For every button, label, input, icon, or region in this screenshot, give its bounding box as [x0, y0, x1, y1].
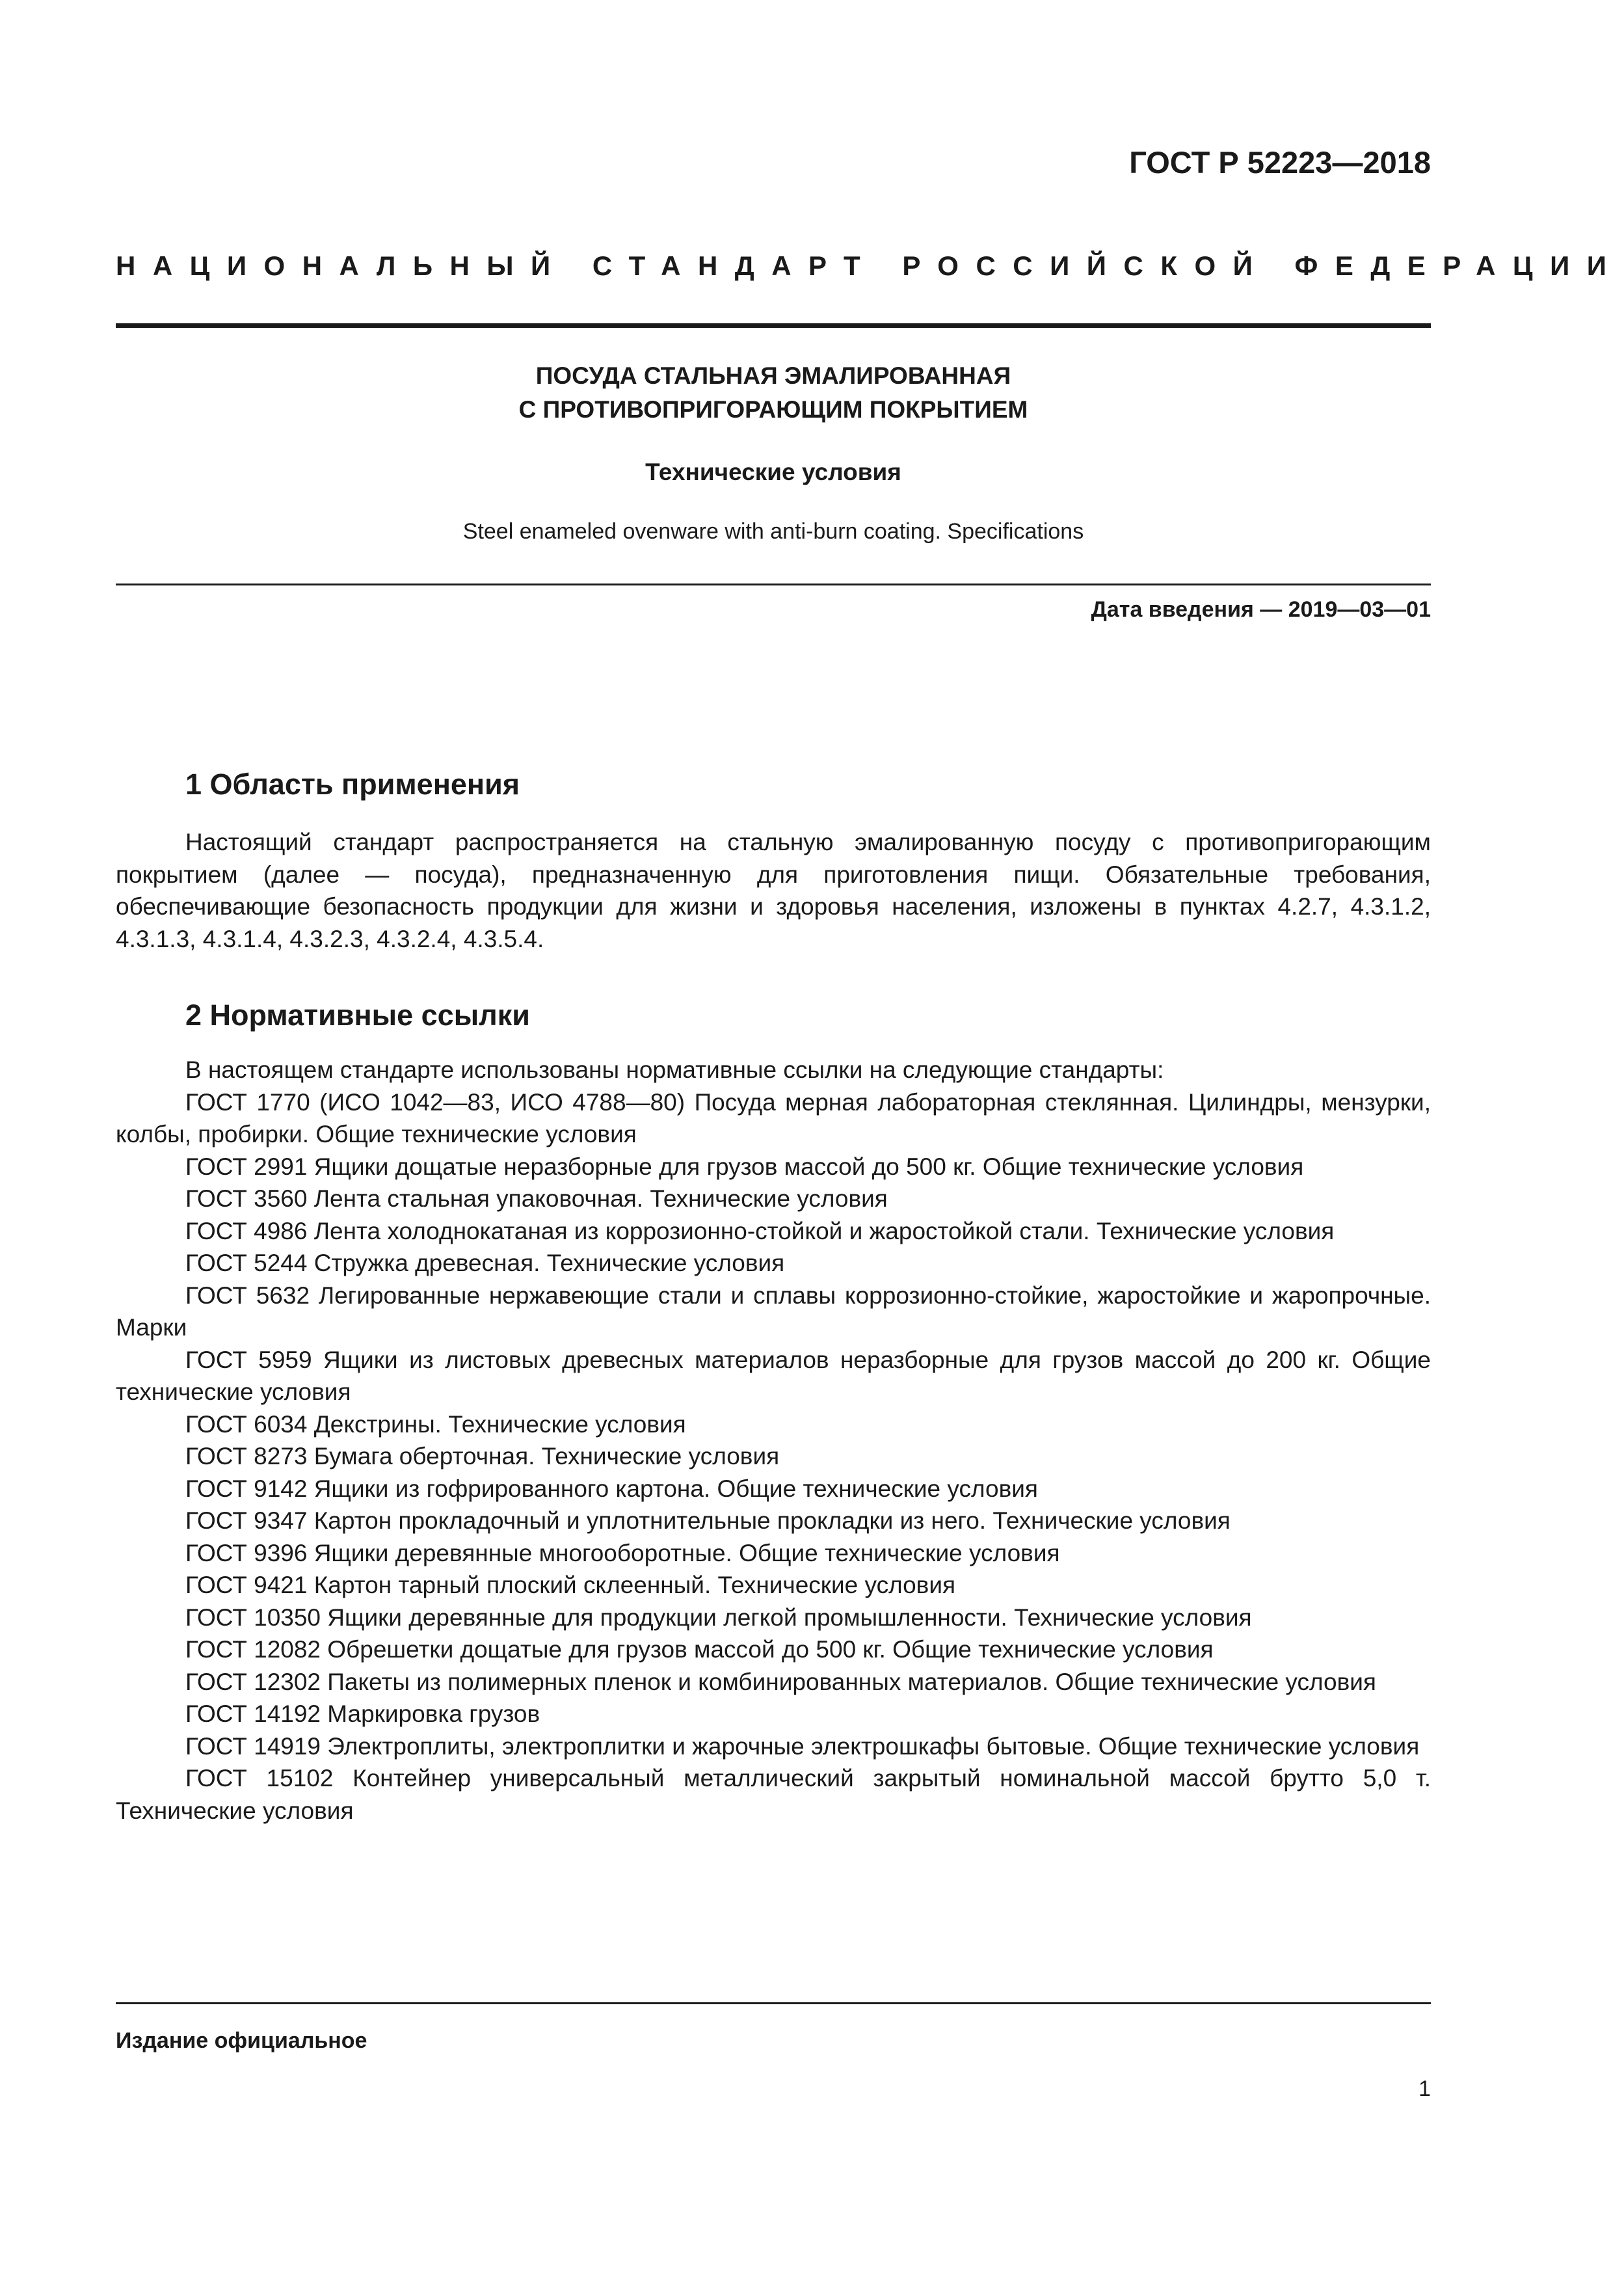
document-title: [116, 359, 1431, 427]
reference-item: ГОСТ 14192 Маркировка грузов: [185, 1700, 540, 1727]
reference-item: ГОСТ 4986 Лента холоднокатаная из коррозионно-стойкой и жаростойкой стали. Технические условия: [185, 1217, 1335, 1244]
reference-item: ГОСТ 5632 Легированные нержавеющие стали и сплавы коррозионно-стойкие, жаростойкие и жаропрочные. Марки: [116, 1282, 1431, 1341]
reference-item: ГОСТ 9421 Картон тарный плоский склеенный. Технические условия: [185, 1572, 956, 1598]
section-2-intro: В настоящем стандарте использованы нормативные ссылки на следующие стандарты:: [185, 1056, 1164, 1083]
title-rule: [116, 584, 1431, 585]
introduction-date: Дата введения — 2019—03—01: [1091, 597, 1431, 622]
standard-code: ГОСТ Р 52223—2018: [1129, 145, 1431, 180]
title-line-1: ПОСУДА СТАЛЬНАЯ ЭМАЛИРОВАННАЯ: [535, 362, 1011, 389]
reference-item: ГОСТ 5959 Ящики из листовых древесных материалов неразборные для грузов массой до 200 кг. Общие технические условия: [116, 1346, 1431, 1405]
title-line-2: С ПРОТИВОПРИГОРАЮЩИМ ПОКРЫТИЕМ: [518, 396, 1028, 423]
reference-item: ГОСТ 12302 Пакеты из полимерных пленок и комбинированных материалов. Общие технические условия: [185, 1668, 1376, 1695]
official-edition-label: Издание официальное: [116, 2028, 367, 2053]
reference-item: ГОСТ 9396 Ящики деревянные многооборотные. Общие технические условия: [185, 1539, 1060, 1566]
reference-item: ГОСТ 5244 Стружка древесная. Технические условия: [185, 1250, 785, 1276]
document-subtitle: Технические условия: [645, 459, 901, 485]
reference-item: ГОСТ 8273 Бумага оберточная. Технические условия: [185, 1443, 780, 1470]
reference-item: ГОСТ 1770 (ИСО 1042—83, ИСО 4788—80) Посуда мерная лабораторная стеклянная. Цилиндры, мензурки, колбы, пробирки. Общие технические условия: [116, 1088, 1431, 1148]
reference-item: ГОСТ 2991 Ящики дощатые неразборные для грузов массой до 500 кг. Общие технические условия: [185, 1153, 1304, 1180]
section-2-body: [116, 1054, 1431, 1827]
reference-item: ГОСТ 9347 Картон прокладочный и уплотнительные прокладки из него. Технические условия: [185, 1507, 1231, 1534]
national-standard-banner: НАЦИОНАЛЬНЫЙ СТАНДАРТ РОССИЙСКОЙ ФЕДЕРАЦИИ: [116, 250, 1624, 281]
header-rule: [116, 323, 1431, 328]
reference-item: ГОСТ 6034 Декстрины. Технические условия: [185, 1410, 686, 1438]
reference-item: ГОСТ 9142 Ящики из гофрированного картона. Общие технические условия: [185, 1475, 1038, 1502]
section-1-body: [116, 826, 1431, 955]
reference-item: ГОСТ 12082 Обрешетки дощатые для грузов массой до 500 кг. Общие технические условия: [185, 1636, 1214, 1663]
section-2-heading: 2 Нормативные ссылки: [185, 999, 530, 1032]
reference-item: ГОСТ 10350 Ящики деревянные для продукции легкой промышленности. Технические условия: [185, 1604, 1252, 1631]
section-1-heading: 1 Область применения: [185, 768, 520, 801]
reference-item: ГОСТ 15102 Контейнер универсальный металлический закрытый номинальной массой брутто 5,0 т. Технические условия: [116, 1765, 1431, 1824]
reference-item: ГОСТ 3560 Лента стальная упаковочная. Технические условия: [185, 1185, 888, 1212]
page-number: 1: [1418, 2076, 1431, 2101]
section-1-paragraph: Настоящий стандарт распространяется на стальную эмалированную посуду с противопригорающим покрытием (далее — посуда), предназначенную для приготовления пищи. Обязательные требования, обеспечивающие безопасность продукции для жизни и здоровья населения, изложены в пунктах 4.2.7, 4.3.1.2, 4.3.1.3, 4.3.1.4, 4.3.2.3, 4.3.2.4, 4.3.5.4.: [116, 829, 1431, 952]
reference-item: ГОСТ 14919 Электроплиты, электроплитки и жарочные электрошкафы бытовые. Общие технические условия: [185, 1732, 1420, 1760]
english-title: Steel enameled ovenware with anti-burn coating. Specifications: [462, 519, 1084, 544]
footer-rule: [116, 2002, 1431, 2004]
